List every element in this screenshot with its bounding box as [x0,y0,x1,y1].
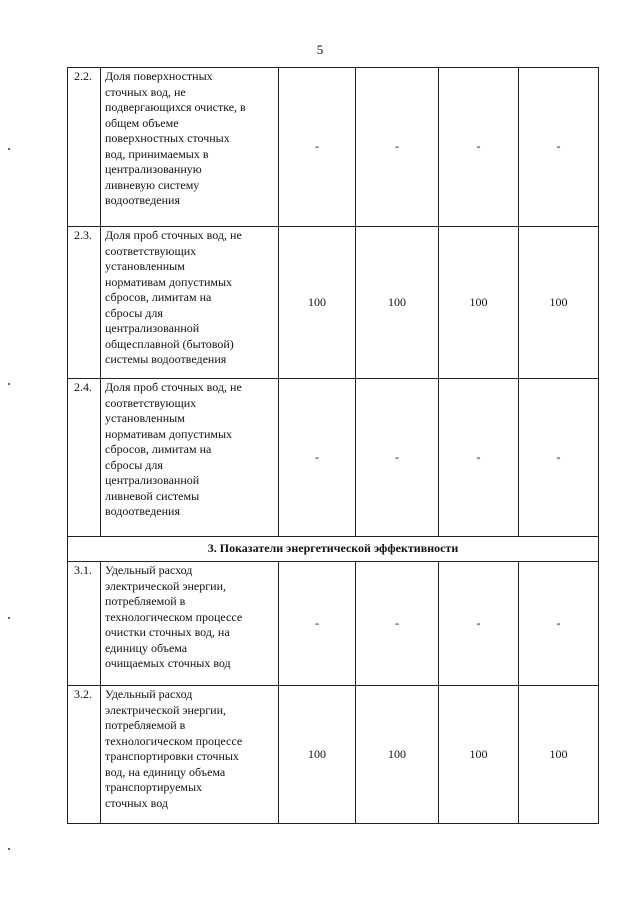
description-line: ливневой системы [105,488,200,503]
indicator-description [101,68,279,227]
row-number: 2.2. [68,68,101,227]
description-line: общесплавной (бытовой) [105,336,234,351]
description-line: вод, на единицу объема [105,764,226,779]
description-line: нормативам допустимых [105,274,233,289]
value-cell: 100 [519,686,599,824]
table-row [68,686,599,824]
value-cell: - [279,379,356,537]
value-cell: 100 [439,686,519,824]
table-row [68,379,599,537]
description-line: сбросы для [105,305,163,320]
description-line: сточных вод [105,795,168,810]
indicators-table [67,67,599,824]
description-line: транспортируемых [105,780,203,794]
description-line: Доля проб сточных вод, не [105,380,242,394]
description-line: установленным [105,259,185,273]
value-cell: 100 [279,686,356,824]
row-number: 2.3. [68,227,101,379]
indicator-description [101,227,279,379]
value-cell: - [439,68,519,227]
description-line: электрической энергии, [105,702,227,717]
scan-speck [8,383,10,385]
value-cell: 100 [439,227,519,379]
description-line: потребляемой в [105,594,186,608]
description-line: очистки сточных вод, на [105,625,230,639]
description-line: сбросов, лимитам на [105,442,212,456]
description-line: сточных вод, не [105,84,186,99]
description-line: соответствующих [105,243,197,258]
description-line: технологическом процессе [105,609,243,624]
description-line: централизованной [105,473,200,487]
value-cell: - [519,379,599,537]
table-row [68,562,599,686]
description-line: нормативам допустимых [105,426,233,441]
description-line: технологическом процессе [105,733,243,748]
description-line: вод, принимаемых в [105,146,209,161]
description-line: соответствующих [105,395,197,410]
description-line: электрической энергии, [105,578,227,593]
section-header-row [68,537,599,562]
description-line: Доля поверхностных [105,69,213,83]
description-line: поверхностных сточных [105,131,230,145]
description-line: установленным [105,411,185,425]
description-line: Удельный расход [105,563,193,577]
row-number: 3.1. [68,562,101,686]
scan-speck [8,848,10,850]
value-cell: 100 [279,227,356,379]
row-number: 3.2. [68,686,101,824]
scan-speck [8,148,10,150]
description-line: централизованной [105,321,200,335]
value-cell: - [356,562,439,686]
indicator-description [101,379,279,537]
section-title: 3. Показатели энергетической эффективности [68,537,599,562]
description-line: системы водоотведения [105,352,227,366]
description-line: сбросы для [105,457,163,472]
indicator-description [101,562,279,686]
description-line: водоотведения [105,193,180,207]
description-line: водоотведения [105,504,180,518]
description-line: единицу объема [105,640,188,655]
table-row [68,227,599,379]
value-cell: - [279,68,356,227]
value-cell: 100 [519,227,599,379]
description-line: централизованную [105,162,202,176]
description-line: общем объеме [105,115,179,130]
value-cell: - [279,562,356,686]
indicator-description [101,686,279,824]
description-line: ливневую систему [105,177,200,192]
scan-speck [8,617,10,619]
description-line: Доля проб сточных вод, не [105,228,242,242]
description-line: подвергающихся очистке, в [105,100,246,114]
description-line: сбросов, лимитам на [105,290,212,304]
description-line: очищаемых сточных вод [105,656,231,670]
description-line: потребляемой в [105,718,186,732]
value-cell: - [356,68,439,227]
value-cell: - [439,562,519,686]
value-cell: 100 [356,227,439,379]
description-line: Удельный расход [105,687,193,701]
description-line: транспортировки сточных [105,749,239,763]
row-number: 2.4. [68,379,101,537]
table-row [68,68,599,227]
value-cell: - [519,562,599,686]
value-cell: - [439,379,519,537]
value-cell: - [519,68,599,227]
value-cell: - [356,379,439,537]
page-number: 5 [316,42,324,57]
value-cell: 100 [356,686,439,824]
